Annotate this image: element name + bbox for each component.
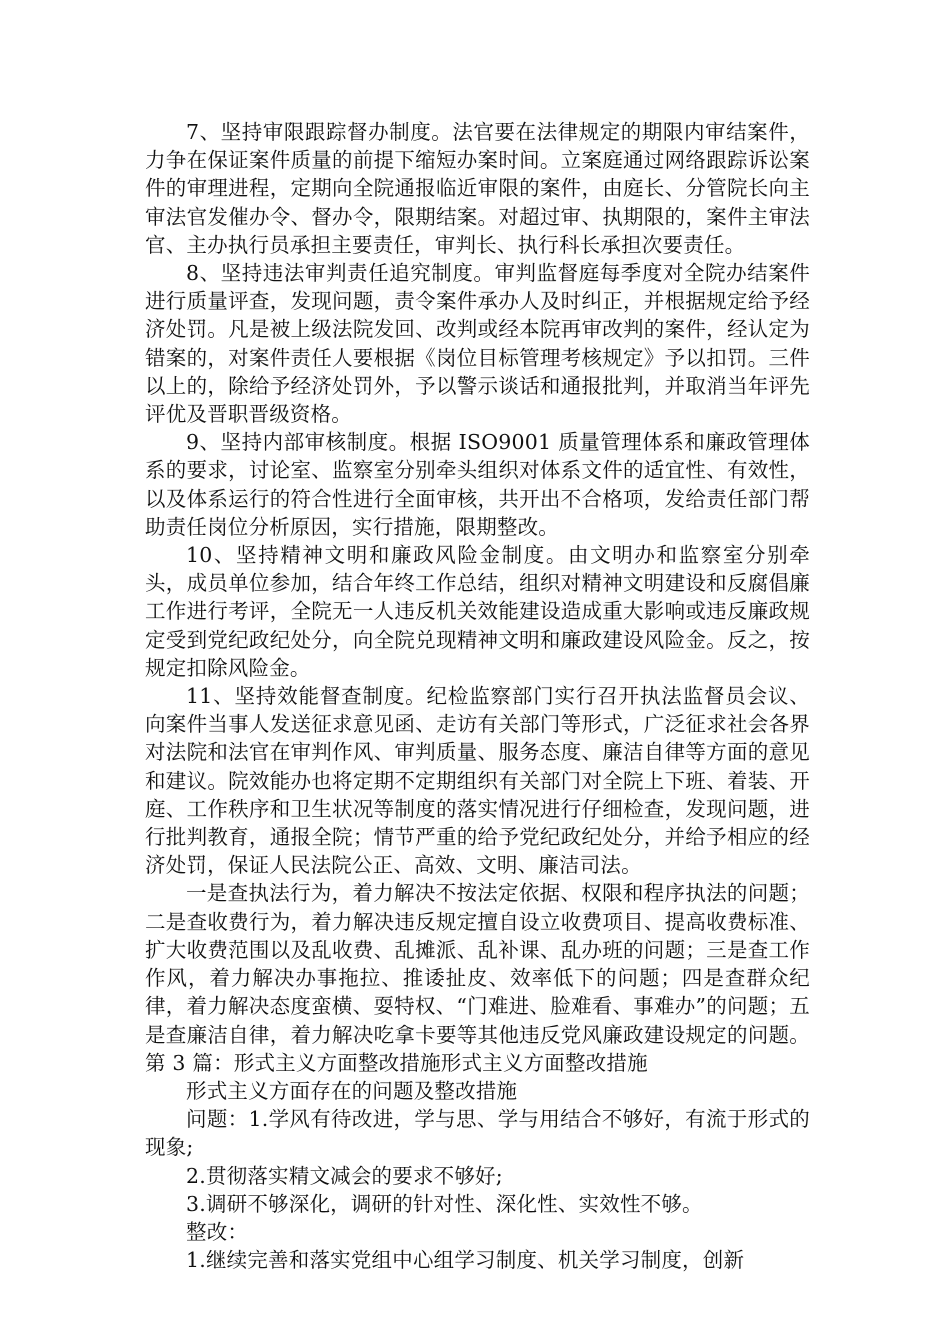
paragraph-11-efficiency-inspection: 11、坚持效能督查制度。纪检监察部门实行召开执法监督员会议、向案件当事人发送征求意见函、走访有关部门等形式，广泛征求社会各界对法院和法官在审判作风、审判质量、服务态度、廉洁自律等方面的意见和建议。院效能办也将定期不定期组织有关部门对全院上下班、着装、开庭、工作秩序和卫生状况等制度的落实情况进行仔细检查，发现问题，进行批判教育，通报全院；情节严重的给予党纪政纪处分，并给予相应的经济处罚，保证人民法院公正、高效、文明、廉洁司法。: [145, 684, 810, 878]
rectification-item-1: 1.继续完善和落实党组中心组学习制度、机关学习制度，创新: [186, 1248, 745, 1273]
paragraph-five-checks: 一是查执法行为，着力解决不按法定依据、权限和程序执法的问题；二是查收费行为，着力解决违反规定擅自设立收费项目、提高收费标准、扩大收费范围以及乱收费、乱摊派、乱补课、乱办班的问题；三是查工作作风，着力解决办事拖拉、推诿扯皮、效率低下的问题；四是查群众纪律，着力解决态度蛮横、耍特权、“门难进、脸难看、事难办”的问题；五是查廉洁自律，着力解决吃拿卡要等其他违反党风廉政建设规定的问题。第 3 篇：形式主义方面整改措施形式主义方面整改措施: [145, 881, 810, 1075]
problem-item-2: 2.贯彻落实精文减会的要求不够好;: [186, 1163, 503, 1188]
paragraph-7-deadline-tracking: 7、坚持审限跟踪督办制度。法官要在法律规定的期限内审结案件，力争在保证案件质量的前提下缩短办案时间。立案庭通过网络跟踪诉讼案件的审理进程，定期向全院通报临近审限的案件，由庭长、分管院长向主审法官发催办令、督办令，限期结案。对超过审、执期限的，案件主审法官、主办执行员承担主要责任，审判长、执行科长承担次要责任。: [145, 120, 810, 257]
section-heading-formalism: 形式主义方面存在的问题及整改措施: [186, 1078, 518, 1103]
document-body: [145, 118, 810, 1274]
paragraph-9-internal-audit: 9、坚持内部审核制度。根据 ISO9001 质量管理体系和廉政管理体系的要求，讨论室、监察室分别牵头组织对体系文件的适宜性、有效性，以及体系运行的符合性进行全面审核，共开出不合格项，发给责任部门帮助责任岗位分析原因，实行措施，限期整改。: [145, 430, 810, 539]
problem-item-3: 3.调研不够深化，调研的针对性、深化性、实效性不够。: [186, 1191, 703, 1216]
problem-item-1: 问题：1.学风有待改进，学与思、学与用结合不够好，有流于形式的现象;: [145, 1107, 810, 1160]
paragraph-10-risk-fund: 10、坚持精神文明和廉政风险金制度。由文明办和监察室分别牵头，成员单位参加，结合年终工作总结，组织对精神文明建设和反腐倡廉工作进行考评，全院无一人违反机关效能建设造成重大影响或违反廉政规定受到党纪政纪处分，向全院兑现精神文明和廉政建设风险金。反之，按规定扣除风险金。: [145, 543, 810, 680]
rectification-label: 整改：: [186, 1219, 249, 1244]
paragraph-8-accountability: 8、坚持违法审判责任追究制度。审判监督庭每季度对全院办结案件进行质量评查，发现问题，责令案件承办人及时纠正，并根据规定给予经济处罚。凡是被上级法院发回、改判或经本院再审改判的案件，经认定为错案的，对案件责任人要根据《岗位目标管理考核规定》予以扣罚。三件以上的，除给予经济处罚外，予以警示谈话和通报批判，并取消当年评先评优及晋职晋级资格。: [145, 261, 810, 427]
